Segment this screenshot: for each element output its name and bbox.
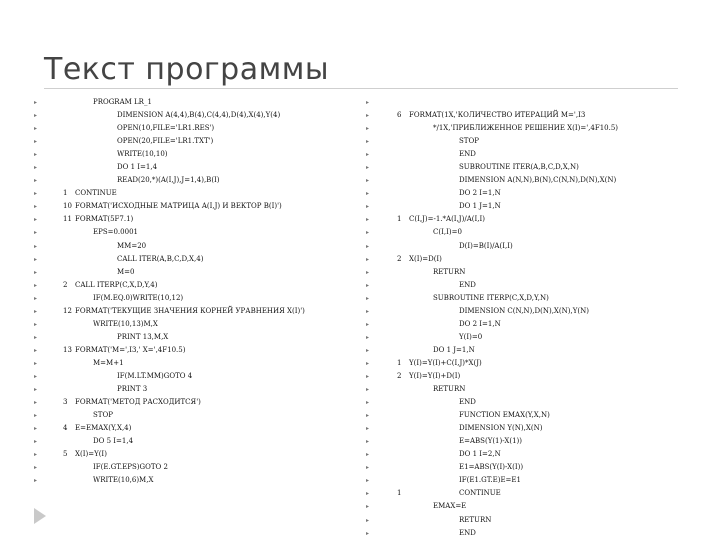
bullet-icon: ▸ (366, 125, 370, 133)
code-text: DO 1 J=1,N (459, 202, 501, 211)
bullet-icon: ▸ (366, 229, 370, 237)
bullet-icon: ▸ (366, 503, 370, 511)
code-text: DIMENSION A(N,N),B(N),C(N,N),D(N),X(N) (459, 176, 617, 185)
code-text: READ(20,*)(A(I,J),J=1,4),B(I) (117, 176, 220, 185)
code-text: IF(E1.GT.E)E=E1 (459, 476, 521, 485)
code-line (34, 357, 352, 370)
bullet-icon: ▸ (366, 112, 370, 120)
statement-label: 1 (397, 358, 402, 367)
statement-label: 2 (63, 280, 68, 289)
bullet-icon: ▸ (34, 177, 38, 185)
bullet-icon: ▸ (34, 268, 38, 276)
bullet-icon: ▸ (366, 516, 370, 524)
bullet-icon: ▸ (34, 99, 38, 106)
bullet-icon: ▸ (366, 203, 370, 211)
statement-label: 1 (397, 215, 402, 224)
bullet-icon: ▸ (34, 138, 38, 146)
code-line (366, 422, 666, 435)
code-line (34, 174, 352, 187)
code-line (34, 279, 352, 292)
code-line (366, 213, 666, 226)
code-text: DO 1 I=2,N (459, 450, 501, 459)
bullet-icon: ▸ (366, 372, 370, 380)
code-line (366, 344, 666, 357)
code-line (34, 331, 352, 344)
code-line (366, 500, 666, 513)
bullet-icon: ▸ (366, 294, 370, 302)
code-text: Y(I)=Y(I)+C(I,J)*X(J) (409, 358, 482, 367)
code-text: CALL ITER(A,B,C,D,X,4) (117, 254, 204, 263)
code-text: X(I)=D(I) (409, 254, 442, 263)
bullet-icon: ▸ (366, 412, 370, 420)
code-line (34, 135, 352, 148)
code-text: STOP (93, 411, 113, 420)
statement-label: 5 (63, 450, 68, 459)
bullet-icon: ▸ (34, 451, 38, 459)
code-text: WRITE(10,6)M,X (93, 476, 154, 485)
code-line (34, 396, 352, 409)
bullet-icon: ▸ (366, 190, 370, 198)
bullet-icon: ▸ (366, 451, 370, 459)
bullet-icon: ▸ (34, 359, 38, 367)
code-column-right (366, 96, 666, 537)
code-text: PRINT 13,M,X (117, 332, 169, 341)
code-line (366, 448, 666, 461)
bullet-icon: ▸ (366, 242, 370, 250)
bullet-icon: ▸ (366, 386, 370, 394)
code-line (366, 122, 666, 135)
code-text: WRITE(10,10) (117, 150, 168, 159)
bullet-icon: ▸ (34, 281, 38, 289)
code-line (34, 344, 352, 357)
code-text: EMAX=E (433, 502, 467, 511)
code-text: DIMENSION Y(N),X(N) (459, 424, 543, 433)
code-text: STOP (459, 137, 479, 146)
code-text: FORMAT(5F7.1) (75, 215, 134, 224)
code-line (34, 148, 352, 161)
code-line (366, 135, 666, 148)
code-text: */1X,'ПРИБЛИЖЕННОЕ РЕШЕНИЕ X(I)=',4F10.5) (433, 124, 619, 133)
code-line (34, 305, 352, 318)
bullet-icon: ▸ (366, 138, 370, 146)
bullet-icon: ▸ (366, 399, 370, 407)
bullet-icon: ▸ (366, 464, 370, 472)
code-line (366, 461, 666, 474)
bullet-icon: ▸ (34, 242, 38, 250)
code-text: FORMAT('МЕТОД РАСХОДИТСЯ') (75, 398, 201, 407)
bullet-icon: ▸ (34, 125, 38, 133)
code-text: X(I)=Y(I) (75, 450, 107, 459)
bullet-icon: ▸ (34, 372, 38, 380)
code-line (34, 109, 352, 122)
code-line (34, 266, 352, 279)
bullet-icon: ▸ (366, 164, 370, 172)
code-line (366, 96, 666, 109)
statement-label: 12 (63, 306, 72, 315)
bullet-icon: ▸ (366, 151, 370, 159)
code-line (34, 96, 352, 109)
statement-label: 6 (397, 111, 402, 120)
bullet-icon: ▸ (366, 477, 370, 485)
code-line (34, 240, 352, 253)
code-line (34, 122, 352, 135)
bullet-icon: ▸ (366, 177, 370, 185)
statement-label: 2 (397, 371, 402, 380)
code-line (366, 187, 666, 200)
code-text: M=M+1 (93, 358, 124, 367)
code-text: E=EMAX(Y,X,4) (75, 424, 132, 433)
code-text: DO 2 I=1,N (459, 189, 501, 198)
code-text: Y(I)=0 (459, 332, 483, 341)
code-text: SUBROUTINE ITERP(C,X,D,Y,N) (433, 293, 549, 302)
bullet-icon: ▸ (34, 255, 38, 263)
bullet-icon: ▸ (34, 320, 38, 328)
bullet-icon: ▸ (34, 425, 38, 433)
statement-label: 1 (63, 189, 68, 198)
code-text: DO 1 J=1,N (433, 345, 475, 354)
code-text: FORMAT('ИСХОДНЫЕ МАТРИЦА A(I,J) И ВЕКТОР B(I)') (75, 202, 282, 211)
code-line (34, 474, 352, 487)
bullet-icon: ▸ (366, 346, 370, 354)
code-text: END (459, 398, 476, 407)
code-text: SUBROUTINE ITER(A,B,C,D,X,N) (459, 163, 579, 172)
code-text: C(I,J)=-1.*A(I,J)/A(I,I) (409, 215, 485, 224)
code-line (366, 240, 666, 253)
statement-label: 4 (63, 424, 68, 433)
code-text: IF(M.EQ.0)WRITE(10,12) (93, 293, 184, 302)
code-line (366, 174, 666, 187)
code-column-left (34, 96, 352, 506)
code-text: CONTINUE (459, 489, 501, 498)
code-line (34, 187, 352, 200)
code-line (366, 370, 666, 383)
code-text: D(I)=B(I)/A(I,I) (459, 241, 513, 250)
statement-label: 10 (63, 202, 72, 211)
bullet-icon: ▸ (366, 359, 370, 367)
bullet-icon: ▸ (366, 529, 370, 537)
code-line (366, 527, 666, 540)
code-text: END (459, 280, 476, 289)
statement-label: 3 (63, 398, 68, 407)
code-line (34, 370, 352, 383)
code-text: DIMENSION C(N,N),D(N),X(N),Y(N) (459, 306, 589, 315)
code-line (366, 266, 666, 279)
code-text: END (459, 150, 476, 159)
code-text: CALL ITERP(C,X,D,Y,4) (75, 280, 158, 289)
bullet-icon: ▸ (366, 333, 370, 341)
code-text: RETURN (433, 267, 466, 276)
bullet-icon: ▸ (366, 99, 370, 106)
code-line (366, 318, 666, 331)
code-line (34, 448, 352, 461)
code-text: RETURN (433, 385, 466, 394)
bullet-icon: ▸ (366, 268, 370, 276)
bullet-icon: ▸ (366, 425, 370, 433)
code-line (366, 514, 666, 527)
code-line (366, 148, 666, 161)
code-line (34, 461, 352, 474)
statement-label: 11 (63, 215, 72, 224)
next-slide-arrow-icon[interactable] (34, 508, 46, 524)
bullet-icon: ▸ (34, 294, 38, 302)
code-line (34, 200, 352, 213)
code-line (34, 409, 352, 422)
bullet-icon: ▸ (366, 255, 370, 263)
code-text: OPEN(10,FILE='LR1.RES') (117, 124, 215, 133)
code-text: DO 5 I=1,4 (93, 437, 134, 446)
bullet-icon: ▸ (366, 320, 370, 328)
code-line (366, 409, 666, 422)
bullet-icon: ▸ (34, 112, 38, 120)
bullet-icon: ▸ (366, 307, 370, 315)
bullet-icon: ▸ (34, 438, 38, 446)
code-line (34, 383, 352, 396)
bullet-icon: ▸ (34, 216, 38, 224)
statement-label: 2 (397, 254, 402, 263)
code-text: DIMENSION A(4,4),B(4),C(4,4),D(4),X(4),Y(4) (117, 111, 281, 120)
code-text: PROGRAM LR_1 (93, 98, 152, 106)
bullet-icon: ▸ (34, 333, 38, 341)
bullet-icon: ▸ (366, 490, 370, 498)
code-line (34, 226, 352, 239)
code-text: WRITE(10,13)M,X (93, 319, 158, 328)
code-text: RETURN (459, 515, 492, 524)
code-line (366, 253, 666, 266)
code-text: MM=20 (117, 241, 147, 250)
code-line (366, 161, 666, 174)
code-line (366, 279, 666, 292)
code-line (366, 383, 666, 396)
code-text: FUNCTION EMAX(Y,X,N) (459, 411, 550, 420)
code-line (34, 292, 352, 305)
bullet-icon: ▸ (34, 399, 38, 407)
code-line (366, 474, 666, 487)
code-text: C(I,I)=0 (433, 228, 462, 237)
code-line (366, 435, 666, 448)
code-line (366, 487, 666, 500)
bullet-icon: ▸ (366, 438, 370, 446)
code-text: IF(M.LT.MM)GOTO 4 (117, 371, 193, 380)
bullet-icon: ▸ (34, 151, 38, 159)
code-line (34, 253, 352, 266)
code-text: PRINT 3 (117, 385, 148, 394)
code-line (34, 422, 352, 435)
bullet-icon: ▸ (34, 203, 38, 211)
bullet-icon: ▸ (34, 164, 38, 172)
bullet-icon: ▸ (34, 412, 38, 420)
code-line (34, 318, 352, 331)
code-text: CONTINUE (75, 189, 117, 198)
bullet-icon: ▸ (366, 281, 370, 289)
code-text: FORMAT('ТЕКУЩИЕ ЗНАЧЕНИЯ КОРНЕЙ УРАВНЕНИЯ X(I)') (75, 306, 305, 315)
code-text: EPS=0.0001 (93, 228, 138, 237)
code-line (366, 396, 666, 409)
code-text: IF(E.GT.EPS)GOTO 2 (93, 463, 168, 472)
bullet-icon: ▸ (34, 190, 38, 198)
code-line (366, 200, 666, 213)
code-text: DO 2 I=1,N (459, 319, 501, 328)
slide-title: Текст программы (44, 52, 330, 87)
code-text: FORMAT(1X,'КОЛИЧЕСТВО ИТЕРАЦИЙ M=',I3 (409, 111, 586, 120)
bullet-icon: ▸ (34, 386, 38, 394)
bullet-icon: ▸ (34, 477, 38, 485)
code-text: E=ABS(Y(1)-X(1)) (459, 437, 522, 446)
code-text: OPEN(20,FILE='LR1.TXT') (117, 137, 214, 146)
code-line (366, 292, 666, 305)
code-line (366, 357, 666, 370)
code-text: M=0 (117, 267, 135, 276)
code-line (34, 161, 352, 174)
title-divider (44, 88, 678, 89)
bullet-icon: ▸ (34, 229, 38, 237)
bullet-icon: ▸ (34, 464, 38, 472)
code-text: FORMAT('M=',I3,' X=',4F10.5) (75, 345, 186, 354)
code-line (366, 226, 666, 239)
code-text: DO 1 I=1,4 (117, 163, 158, 172)
code-text: E1=ABS(Y(I)-X(I)) (459, 463, 524, 472)
code-line (366, 109, 666, 122)
code-line (34, 435, 352, 448)
code-line (34, 213, 352, 226)
statement-label: 1 (397, 489, 402, 498)
bullet-icon: ▸ (366, 216, 370, 224)
code-line (366, 305, 666, 318)
bullet-icon: ▸ (34, 346, 38, 354)
code-text: END (459, 528, 476, 537)
code-line (366, 331, 666, 344)
statement-label: 13 (63, 345, 72, 354)
code-text: Y(I)=Y(I)+D(I) (409, 371, 461, 380)
bullet-icon: ▸ (34, 307, 38, 315)
